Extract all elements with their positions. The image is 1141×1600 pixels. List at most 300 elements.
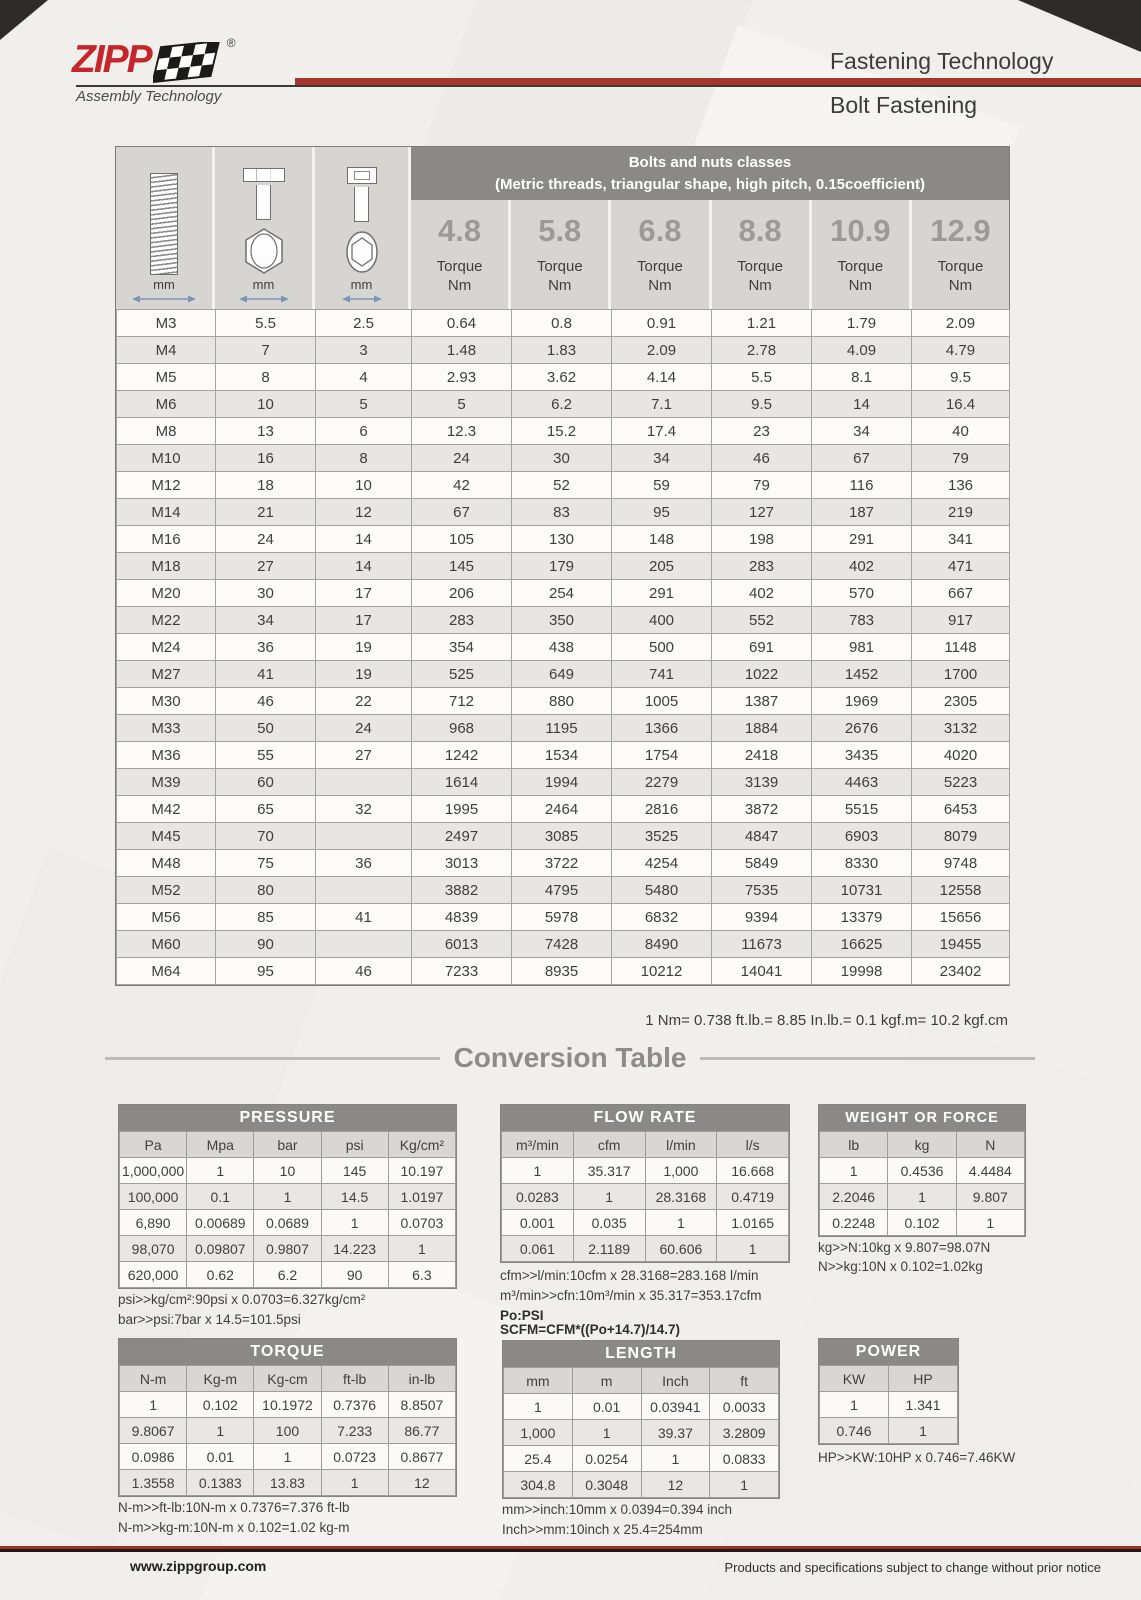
column-header: mm	[504, 1368, 573, 1394]
table-cell: 3882	[412, 877, 512, 904]
footer-rule	[0, 1546, 1141, 1552]
scfm-formula-note: SCFM=CFM*((Po+14.7)/14.7)	[500, 1322, 681, 1337]
table-cell: 16.668	[717, 1158, 789, 1184]
class-number: 10.9	[830, 213, 891, 249]
table-cell: M14	[117, 499, 216, 526]
table-cell: 500	[612, 634, 712, 661]
table-cell: 0.1	[187, 1184, 254, 1210]
table-cell: 968	[412, 715, 512, 742]
flow-rate-note: cfm>>l/min:10cfm x 28.3168=283.168 l/min	[500, 1268, 759, 1283]
table-cell: 1195	[512, 715, 612, 742]
mm-label: mm	[153, 277, 175, 292]
table-cell: M39	[117, 769, 216, 796]
table-cell: 1.48	[412, 337, 512, 364]
table-row	[120, 1210, 456, 1236]
table-cell: 52	[512, 472, 612, 499]
table-cell: 7535	[712, 877, 812, 904]
table-cell: 34	[812, 418, 912, 445]
table-cell: 8079	[912, 823, 1010, 850]
torque-label: Torque	[436, 258, 483, 276]
table-cell: 13.83	[254, 1470, 321, 1496]
table-cell: 2.1189	[573, 1236, 645, 1262]
table-cell: 8.1	[812, 364, 912, 391]
table-cell: 6.3	[388, 1262, 455, 1288]
table-cell: 22	[316, 688, 412, 715]
table-cell: 6903	[812, 823, 912, 850]
table-cell: 0.0254	[572, 1446, 641, 1472]
table-cell: 0.09807	[187, 1236, 254, 1262]
table-cell: 5	[412, 391, 512, 418]
class-header-8-8	[712, 200, 812, 309]
table-cell: 40	[912, 418, 1010, 445]
torque-label: Torque	[837, 258, 884, 276]
checkered-flag-icon	[153, 42, 225, 88]
table-cell: 880	[512, 688, 612, 715]
table-cell: 712	[412, 688, 512, 715]
table-cell: 0.01	[187, 1444, 254, 1470]
table-cell: 1	[254, 1444, 321, 1470]
table-cell: 3435	[812, 742, 912, 769]
table-cell: 30	[216, 580, 316, 607]
table-cell: 400	[612, 607, 712, 634]
table-cell: 0.2248	[820, 1210, 888, 1236]
width-arrow-icon	[239, 294, 289, 304]
table-row	[117, 823, 1010, 850]
torque-unit: Nm	[548, 277, 572, 294]
torque-conversion-table	[118, 1338, 457, 1497]
table-cell: 17.4	[612, 418, 712, 445]
title-rule-right	[700, 1057, 1035, 1060]
table-cell: 4.79	[912, 337, 1010, 364]
table-cell	[316, 823, 412, 850]
table-row	[117, 472, 1010, 499]
table-cell: 4847	[712, 823, 812, 850]
table-cell: 19	[316, 634, 412, 661]
torque-label: Torque	[536, 258, 583, 276]
table-cell: 304.8	[504, 1472, 573, 1498]
class-header-12-9	[912, 200, 1009, 309]
class-header-5-8	[511, 200, 611, 309]
table-cell: 10212	[612, 958, 712, 985]
table-row	[120, 1392, 456, 1418]
table-cell: 28.3168	[645, 1184, 717, 1210]
table-cell: 0.4536	[888, 1158, 956, 1184]
table-cell: 6.2	[512, 391, 612, 418]
table-row	[117, 337, 1010, 364]
table-cell: 1022	[712, 661, 812, 688]
class-header-10-9	[812, 200, 912, 309]
table-row	[117, 931, 1010, 958]
table-row	[117, 796, 1010, 823]
table-cell: 14.223	[321, 1236, 388, 1262]
table-cell: 3525	[612, 823, 712, 850]
table-cell: 1	[321, 1210, 388, 1236]
table-cell: 570	[812, 580, 912, 607]
table-cell: 32	[316, 796, 412, 823]
flow-rate-table-title: FLOW RATE	[501, 1105, 789, 1131]
table-row	[117, 418, 1010, 445]
table-cell: 98,070	[120, 1236, 187, 1262]
header-red-bar	[295, 78, 1141, 85]
table-cell: 3872	[712, 796, 812, 823]
length-table-title: LENGTH	[503, 1341, 779, 1367]
torque-unit: Nm	[648, 277, 672, 294]
table-cell: 402	[712, 580, 812, 607]
document-title: Fastening Technology	[830, 48, 1054, 74]
table-cell: 55	[216, 742, 316, 769]
table-cell: 783	[812, 607, 912, 634]
registered-mark: ®	[226, 36, 236, 50]
table-row	[502, 1210, 789, 1236]
table-cell: 9.5	[712, 391, 812, 418]
column-header: m	[572, 1368, 641, 1394]
torque-note: N-m>>ft-lb:10N-m x 0.7376=7.376 ft-lb	[118, 1500, 350, 1515]
table-cell: M10	[117, 445, 216, 472]
socket-bolt-head-icon	[347, 167, 377, 184]
table-cell: 4020	[912, 742, 1010, 769]
table-cell: 0.64	[412, 310, 512, 337]
table-cell: 14	[316, 526, 412, 553]
weight-or-force-table	[818, 1104, 1026, 1237]
brand-wordmark: ZIPP	[72, 38, 151, 81]
table-cell: 3132	[912, 715, 1010, 742]
table-cell: 1534	[512, 742, 612, 769]
table-row	[502, 1184, 789, 1210]
table-row	[117, 958, 1010, 985]
width-arrow-icon	[342, 294, 382, 304]
table-cell: M4	[117, 337, 216, 364]
table-cell: 7428	[512, 931, 612, 958]
zipp-logo	[72, 36, 236, 88]
table-cell: 1	[187, 1418, 254, 1444]
table-cell: 6	[316, 418, 412, 445]
table-cell: 4254	[612, 850, 712, 877]
table-cell: 3722	[512, 850, 612, 877]
table-cell: 6,890	[120, 1210, 187, 1236]
section-title-row	[105, 1042, 1035, 1074]
torque-unit: Nm	[748, 277, 772, 294]
table-row	[120, 1236, 456, 1262]
table-cell: 2676	[812, 715, 912, 742]
table-row	[117, 391, 1010, 418]
table-cell: 4463	[812, 769, 912, 796]
table-cell: 79	[912, 445, 1010, 472]
table-row	[502, 1158, 789, 1184]
table-cell: 552	[712, 607, 812, 634]
table-cell: 8935	[512, 958, 612, 985]
table-cell: 3085	[512, 823, 612, 850]
table-cell: 1	[120, 1392, 187, 1418]
table-row	[117, 580, 1010, 607]
table-cell: 116	[812, 472, 912, 499]
table-cell: M18	[117, 553, 216, 580]
table-cell: 0.7376	[321, 1392, 388, 1418]
bolt-torque-table-body	[116, 309, 1010, 985]
column-header: kg	[888, 1132, 956, 1158]
table-cell: 19998	[812, 958, 912, 985]
table-cell	[316, 931, 412, 958]
table-cell: 19455	[912, 931, 1010, 958]
table-cell: 17	[316, 580, 412, 607]
table-cell: M33	[117, 715, 216, 742]
table-cell: 2305	[912, 688, 1010, 715]
table-cell: 1.3558	[120, 1470, 187, 1496]
table-cell: 0.03941	[641, 1394, 710, 1420]
table-cell: 283	[412, 607, 512, 634]
table-row	[117, 742, 1010, 769]
table-cell: 136	[912, 472, 1010, 499]
torque-label: Torque	[937, 258, 984, 276]
column-header: cfm	[573, 1132, 645, 1158]
table-cell: 1148	[912, 634, 1010, 661]
column-header: lb	[820, 1132, 888, 1158]
table-row	[117, 553, 1010, 580]
table-cell: 46	[316, 958, 412, 985]
table-cell: 341	[912, 526, 1010, 553]
table-cell: 85	[216, 904, 316, 931]
table-cell: 5480	[612, 877, 712, 904]
table-cell: 70	[216, 823, 316, 850]
column-header: ft-lb	[321, 1366, 388, 1392]
table-cell: 8330	[812, 850, 912, 877]
table-cell: 2279	[612, 769, 712, 796]
table-cell: 0.8	[512, 310, 612, 337]
column-header: N-m	[120, 1366, 187, 1392]
table-cell: 1	[645, 1210, 717, 1236]
table-cell: 0.0033	[710, 1394, 779, 1420]
po-psi-note: Po:PSI	[500, 1308, 544, 1323]
class-number: 6.8	[638, 213, 682, 249]
table-cell: 5.5	[216, 310, 316, 337]
table-cell: 1	[573, 1184, 645, 1210]
table-row	[820, 1184, 1025, 1210]
table-cell: 11673	[712, 931, 812, 958]
table-cell: 0.91	[612, 310, 712, 337]
column-header: KW	[820, 1366, 889, 1392]
flow-rate-note: m³/min>>cfn:10m³/min x 35.317=353.17cfm	[500, 1288, 762, 1303]
table-cell: 6832	[612, 904, 712, 931]
socket-bolt-shank-icon	[354, 187, 369, 222]
table-row	[504, 1472, 779, 1498]
bolt-torque-table	[115, 146, 1010, 986]
table-cell: 39.37	[641, 1420, 710, 1446]
table-row	[117, 310, 1010, 337]
torque-label: Torque	[636, 258, 683, 276]
table-cell: 1	[321, 1470, 388, 1496]
table-cell: 13379	[812, 904, 912, 931]
table-cell: 7.1	[612, 391, 712, 418]
table-cell: 0.0703	[388, 1210, 455, 1236]
column-header: Kg/cm²	[388, 1132, 455, 1158]
table-cell: 4795	[512, 877, 612, 904]
table-cell: 83	[512, 499, 612, 526]
table-row	[117, 445, 1010, 472]
table-cell: 219	[912, 499, 1010, 526]
table-cell: 10	[316, 472, 412, 499]
table-cell: 667	[912, 580, 1010, 607]
bolt-torque-table-header	[116, 147, 1009, 309]
table-cell: 10	[216, 391, 316, 418]
table-cell: 402	[812, 553, 912, 580]
table-cell: 1	[254, 1184, 321, 1210]
table-cell: 5.5	[712, 364, 812, 391]
mm-label: mm	[252, 277, 275, 292]
table-cell: 5223	[912, 769, 1010, 796]
table-cell: 0.0689	[254, 1210, 321, 1236]
table-cell: 27	[316, 742, 412, 769]
table-cell: 148	[612, 526, 712, 553]
table-cell: 4839	[412, 904, 512, 931]
hex-head-top-icon	[242, 227, 286, 275]
table-cell: 1	[820, 1158, 888, 1184]
width-arrow-icon	[132, 294, 196, 304]
table-cell: 59	[612, 472, 712, 499]
table-cell: 2.09	[912, 310, 1010, 337]
table-cell: 2.09	[612, 337, 712, 364]
units-conversion-note: 1 Nm= 0.738 ft.lb.= 8.85 In.lb.= 0.1 kgf.m= 10.2 kgf.cm	[645, 1012, 1008, 1029]
table-row	[117, 661, 1010, 688]
table-cell: 8	[216, 364, 316, 391]
table-cell: 7233	[412, 958, 512, 985]
table-cell: 6013	[412, 931, 512, 958]
pressure-table-title: PRESSURE	[119, 1105, 456, 1131]
table-cell: 12	[388, 1470, 455, 1496]
table-cell: M3	[117, 310, 216, 337]
table-cell: 0.9807	[254, 1236, 321, 1262]
table-cell: 23	[712, 418, 812, 445]
banner-line2: (Metric threads, triangular shape, high pitch, 0.15coefficient)	[494, 175, 926, 193]
table-cell: 2816	[612, 796, 712, 823]
table-cell: 620,000	[120, 1262, 187, 1288]
table-cell: M30	[117, 688, 216, 715]
table-row	[117, 526, 1010, 553]
table-cell: 6453	[912, 796, 1010, 823]
class-number: 8.8	[738, 213, 782, 249]
class-header-6-8	[611, 200, 711, 309]
table-row	[120, 1262, 456, 1288]
column-header: in-lb	[388, 1366, 455, 1392]
table-cell: 691	[712, 634, 812, 661]
table-cell: 145	[412, 553, 512, 580]
table-row	[502, 1236, 789, 1262]
column-header: Pa	[120, 1132, 187, 1158]
table-cell: 0.62	[187, 1262, 254, 1288]
table-cell: 0.061	[502, 1236, 574, 1262]
title-rule-left	[105, 1057, 440, 1060]
table-cell: 0.4719	[717, 1184, 789, 1210]
table-cell: 50	[216, 715, 316, 742]
table-cell: 283	[712, 553, 812, 580]
table-cell: 23402	[912, 958, 1010, 985]
table-cell: M42	[117, 796, 216, 823]
table-cell: 65	[216, 796, 316, 823]
table-row	[820, 1158, 1025, 1184]
class-number: 4.8	[438, 213, 482, 249]
weight-note: kg>>N:10kg x 9.807=98.07N	[818, 1240, 991, 1255]
table-cell: 13	[216, 418, 316, 445]
column-header: Inch	[641, 1368, 710, 1394]
table-cell: 917	[912, 607, 1010, 634]
table-cell: 1	[504, 1394, 573, 1420]
table-cell: 79	[712, 472, 812, 499]
power-table	[818, 1338, 959, 1445]
table-cell: M5	[117, 364, 216, 391]
table-cell: M60	[117, 931, 216, 958]
table-row	[117, 607, 1010, 634]
table-cell: 1995	[412, 796, 512, 823]
table-cell: 5978	[512, 904, 612, 931]
table-cell: 1	[187, 1158, 254, 1184]
table-row	[120, 1444, 456, 1470]
page-corner-shadow	[991, 0, 1141, 52]
table-cell: 438	[512, 634, 612, 661]
table-cell: 1	[820, 1392, 889, 1418]
table-cell: 12558	[912, 877, 1010, 904]
table-cell: 1	[710, 1472, 779, 1498]
table-cell: 9394	[712, 904, 812, 931]
socket-recess-icon	[354, 171, 370, 180]
pressure-note: bar>>psi:7bar x 14.5=101.5psi	[118, 1312, 301, 1327]
table-row	[117, 499, 1010, 526]
class-number: 5.8	[538, 213, 582, 249]
weight-table-title: WEIGHT OR FORCE	[819, 1105, 1025, 1131]
table-cell: M56	[117, 904, 216, 931]
table-cell: 10731	[812, 877, 912, 904]
table-cell: 6.2	[254, 1262, 321, 1288]
table-cell: 100,000	[120, 1184, 187, 1210]
table-cell: 1	[956, 1210, 1024, 1236]
column-header: HP	[889, 1366, 958, 1392]
table-cell: 9.5	[912, 364, 1010, 391]
table-cell: 25.4	[504, 1446, 573, 1472]
table-cell: 90	[216, 931, 316, 958]
length-note: mm>>inch:10mm x 0.0394=0.394 inch	[502, 1502, 733, 1517]
table-cell: 16625	[812, 931, 912, 958]
table-cell: 95	[216, 958, 316, 985]
table-cell: 12.3	[412, 418, 512, 445]
banner-line1: Bolts and nuts classes	[628, 153, 792, 171]
table-row	[120, 1158, 456, 1184]
table-row	[117, 904, 1010, 931]
table-cell: 5	[316, 391, 412, 418]
table-cell: 1.21	[712, 310, 812, 337]
table-cell: 254	[512, 580, 612, 607]
table-cell: 1	[572, 1420, 641, 1446]
length-table	[502, 1340, 780, 1499]
flow-rate-table	[500, 1104, 790, 1263]
table-cell: 105	[412, 526, 512, 553]
table-cell: 1969	[812, 688, 912, 715]
table-cell: 198	[712, 526, 812, 553]
table-cell: 9.807	[956, 1184, 1024, 1210]
class-number: 12.9	[930, 213, 991, 249]
table-cell: 10	[254, 1158, 321, 1184]
table-cell: 34	[612, 445, 712, 472]
table-cell	[316, 877, 412, 904]
document-subtitle: Bolt Fastening	[830, 92, 978, 118]
table-cell: 1.0197	[388, 1184, 455, 1210]
table-cell: 1	[889, 1418, 958, 1444]
table-cell: 291	[812, 526, 912, 553]
table-cell: 187	[812, 499, 912, 526]
table-cell: 1614	[412, 769, 512, 796]
table-cell: M45	[117, 823, 216, 850]
table-cell: 2.78	[712, 337, 812, 364]
table-cell: 471	[912, 553, 1010, 580]
table-cell: 0.0986	[120, 1444, 187, 1470]
table-cell: 27	[216, 553, 316, 580]
table-cell: 1.341	[889, 1392, 958, 1418]
